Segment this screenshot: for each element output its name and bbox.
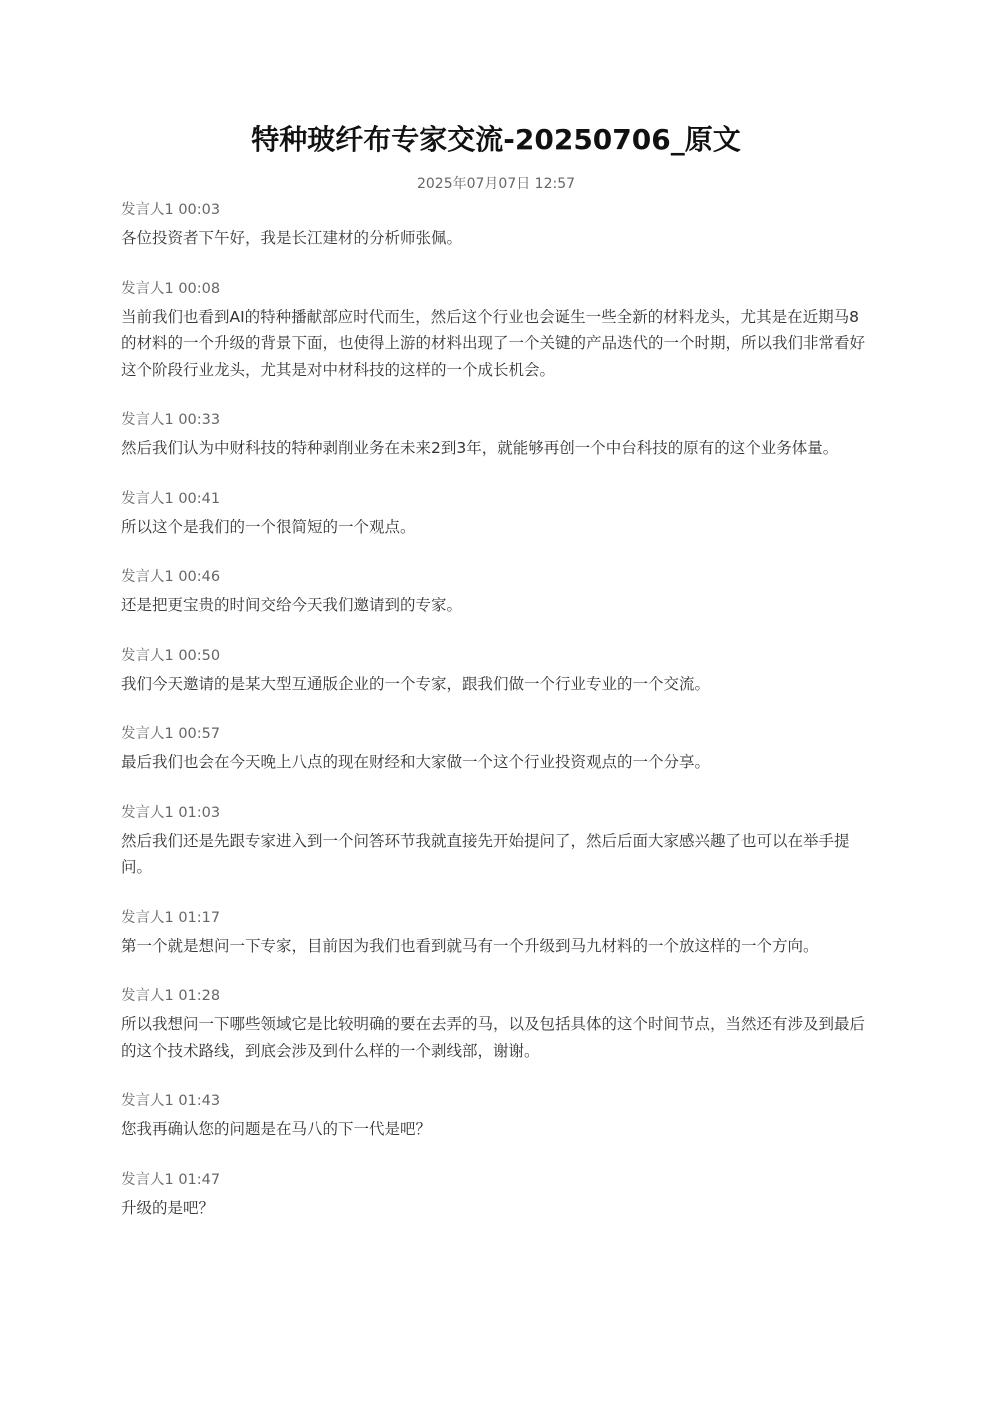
transcript-entry [121,985,873,1064]
transcript-entry [121,278,873,384]
transcript-entry [121,199,873,252]
speaker-timestamp: 发言人1 01:47 [121,1171,221,1188]
utterance-text: 您我再确认您的问题是在马八的下一代是吧？ [121,1120,432,1138]
transcript-entry [121,1090,873,1143]
transcript-entry [121,645,873,698]
utterance-text: 所以我想问一下哪些领域它是比较明确的要在去弄的马，以及包括具体的这个时间节点，当然还有涉及到最后的这个技术路线，到底会涉及到什么样的一个剥线部，谢谢。 [121,1015,866,1060]
speaker-timestamp: 发言人1 01:28 [121,988,221,1004]
speaker-timestamp: 发言人1 00:50 [121,647,221,664]
speaker-timestamp: 发言人1 00:08 [121,280,221,297]
speaker-timestamp: 发言人1 00:33 [121,412,221,428]
utterance-text: 然后我们认为中财科技的特种剥削业务在未来2到3年，就能够再创一个中台科技的原有的这个业务体量。 [121,439,839,457]
utterance-text: 第一个就是想问一下专家，目前因为我们也看到就马有一个升级到马九材料的一个放这样的一个方向。 [121,936,819,955]
utterance-text: 最后我们也会在今天晚上八点的现在财经和大家做一个这个行业投资观点的一个分享。 [121,753,711,771]
speaker-timestamp: 发言人1 00:03 [121,202,221,218]
transcript [121,199,873,1247]
document-title: 特种玻纤布专家交流-20250706_原文 [251,123,741,156]
transcript-entry [121,723,873,776]
utterance-text: 还是把更宝贵的时间交给今天我们邀请到的专家。 [121,596,463,614]
speaker-timestamp: 发言人1 01:03 [121,804,221,821]
speaker-timestamp: 发言人1 00:46 [121,569,221,585]
utterance-text: 各位投资者下午好，我是长江建材的分析师张佩。 [121,229,463,247]
transcript-entry [121,1169,873,1222]
utterance-text: 升级的是吧？ [121,1198,215,1217]
speaker-timestamp: 发言人1 01:17 [121,909,221,926]
utterance-text: 当前我们也看到AI的特种播献部应时代而生，然后这个行业也会诞生一些全新的材料龙头，尤其是在近期马8的材料的一个升级的背景下面，也使得上游的材料出现了一个关键的产品迭代的一个时期，所以我们非常看好这个阶段行业龙头，尤其是对中材科技的这样的一个成长机会。 [121,307,866,379]
document-datetime: 2025年07月07日 12:57 [416,176,576,192]
transcript-entry [121,907,873,960]
speaker-timestamp: 发言人1 01:43 [121,1093,221,1109]
speaker-timestamp: 发言人1 00:57 [121,726,221,742]
utterance-text: 我们今天邀请的是某大型互通版企业的一个专家，跟我们做一个行业专业的一个交流。 [121,674,711,693]
transcript-entry [121,802,873,881]
transcript-entry [121,488,873,541]
utterance-text: 然后我们还是先跟专家进入到一个问答环节我就直接先开始提问了，然后后面大家感兴趣了也可以在举手提问。 [121,831,850,876]
transcript-entry [121,566,873,619]
utterance-text: 所以这个是我们的一个很简短的一个观点。 [121,517,416,536]
speaker-timestamp: 发言人1 00:41 [121,490,221,507]
transcript-entry [121,409,873,462]
